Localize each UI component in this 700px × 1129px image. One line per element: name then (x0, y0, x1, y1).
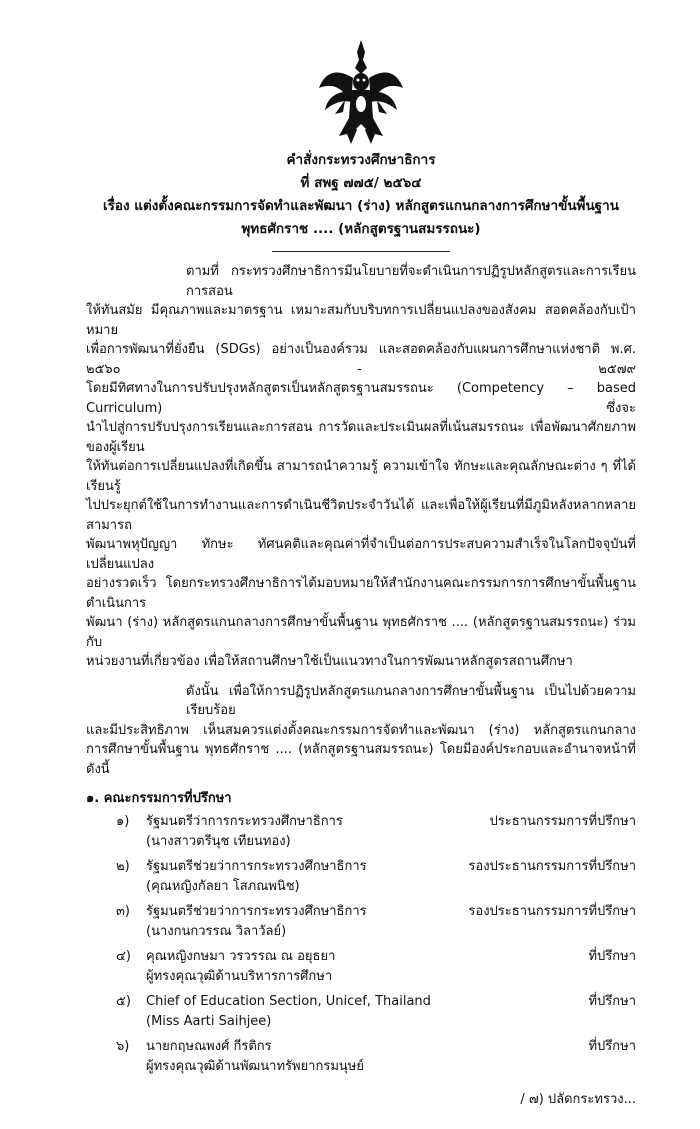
committee-list (86, 812, 636, 1076)
member-row (116, 812, 636, 832)
member-name: (Miss Aarti Saihjee) (146, 1013, 272, 1029)
member-title: คุณหญิงกษมา วรวรรณ ณ อยุธยา (146, 949, 336, 964)
committee-member (116, 1037, 636, 1076)
member-title: นายกฤษณพงศ์ กีรติกร (146, 1039, 272, 1054)
order-subject: เรื่อง แต่งตั้งคณะกรรมการจัดทำและพัฒนา (ร่าง) หลักสูตรแกนกลางการศึกษาขั้นพื้นฐาน (103, 198, 619, 214)
item-number: ๔) (116, 949, 131, 964)
paragraph-line: ดังนั้น เพื่อให้การปฏิรูปหลักสูตรแกนกลางการศึกษาขั้นพื้นฐาน เป็นไปด้วยความเรียบร้อย (186, 683, 636, 718)
committee-member (116, 812, 636, 851)
member-row (116, 902, 636, 922)
member-role: รองประธานกรรมการที่ปรึกษา (468, 904, 636, 919)
paragraph-line: ให้ทันต่อการเปลี่ยนแปลงที่เกิดขึ้น สามารถนำความรู้ ความเข้าใจ ทักษะและคุณลักษณะต่าง ๆ ที่ได้เรียนรู้ (86, 459, 636, 494)
member-role: รองประธานกรรมการที่ปรึกษา (468, 859, 636, 874)
member-name: ผู้ทรงคุณวุฒิด้านพัฒนาทรัพยากรมนุษย์ (146, 1058, 364, 1074)
member-row (116, 1037, 636, 1057)
member-row (116, 992, 636, 1012)
paragraph-line: เพื่อการพัฒนาที่ยั่งยืน (SDGs) อย่างเป็นองค์รวม และสอดคล้องกับแผนการศึกษาแห่งชาติ พ.ศ. ๒๕๖๐ - ๒๕๗๙ (86, 342, 636, 377)
paragraph-line: พัฒนา (ร่าง) หลักสูตรแกนกลางการศึกษาขั้นพื้นฐาน พุทธศักราช .... (หลักสูตรฐานสมรรถนะ) ร่วมกับ (86, 615, 636, 650)
paragraph-line: อย่างรวดเร็ว โดยกระทรวงศึกษาธิการได้มอบหมายให้สำนักงานคณะกรรมการการศึกษาขั้นพื้นฐานดำเนินการ (86, 576, 636, 611)
paragraph-intro (86, 262, 636, 672)
item-number: ๒) (116, 859, 130, 874)
member-name: (คุณหญิงกัลยา โสภณพนิช) (146, 878, 300, 894)
member-title: รัฐมนตรีว่าการกระทรวงศึกษาธิการ (146, 814, 343, 829)
committee-member (116, 947, 636, 986)
paragraph-line: ให้ทันสมัย มีคุณภาพและมาตรฐาน เหมาะสมกับบริบทการเปลี่ยนแปลงของสังคม สอดคล้องกับเป้าหมาย (86, 303, 636, 338)
item-number: ๓) (116, 904, 130, 919)
member-title: รัฐมนตรีช่วยว่าการกระทรวงศึกษาธิการ (146, 859, 367, 874)
member-row (116, 857, 636, 877)
paragraph-line: โดยมีทิศทางในการปรับปรุงหลักสูตรเป็นหลักสูตรฐานสมรรถนะ (Competency – based Curriculum) ซึ่งจะ (86, 381, 636, 416)
member-title: Chief of Education Section, Unicef, Thailand (146, 994, 431, 1009)
committee-member (116, 902, 636, 941)
member-role: ที่ปรึกษา (588, 949, 636, 964)
garuda-emblem (317, 38, 405, 146)
section-heading: ๑. คณะกรรมการที่ปรึกษา (86, 791, 232, 806)
member-name: (นางกนกวรรณ วิลาวัลย์) (146, 923, 287, 939)
paragraph-decision (86, 682, 636, 780)
member-role: ที่ปรึกษา (588, 994, 636, 1009)
item-number: ๕) (116, 994, 131, 1009)
continuation-note: / ๗) ปลัดกระทรวง... (520, 1092, 636, 1107)
member-role: ที่ปรึกษา (588, 1039, 636, 1054)
member-name: (นางสาวตรีนุช เทียนทอง) (146, 833, 291, 849)
order-number: ที่ สพฐ ๗๗๕/ ๒๕๖๔ (300, 175, 422, 191)
paragraph-line: นำไปสู่การปรับปรุงการเรียนและการสอน การวัดและประเมินผลที่เน้นสมรรถนะ เพื่อพัฒนาศักยภาพของผู้เรียน (86, 420, 636, 455)
paragraph-line: พัฒนาพหุปัญญา ทักษะ ทัศนคติและคุณค่าที่จำเป็นต่อการประสบความสำเร็จในโลกปัจจุบันที่เปลี่ยนแปลง (86, 537, 636, 572)
paragraph-line: หน่วยงานที่เกี่ยวข้อง เพื่อให้สถานศึกษาใช้เป็นแนวทางในการพัฒนาหลักสูตรสถานศึกษา (86, 654, 573, 669)
committee-member (116, 992, 636, 1031)
member-role: ประธานกรรมการที่ปรึกษา (489, 814, 636, 829)
member-title: รัฐมนตรีช่วยว่าการกระทรวงศึกษาธิการ (146, 904, 367, 919)
order-title: คำสั่งกระทรวงศึกษาธิการ (286, 152, 436, 168)
divider (272, 251, 450, 252)
paragraph-line: และมีประสิทธิภาพ เห็นสมควรแต่งตั้งคณะกรรมการจัดทำและพัฒนา (ร่าง) หลักสูตรแกนกลาง (86, 722, 636, 738)
committee-member (116, 857, 636, 896)
paragraph-line: ไปประยุกต์ใช้ในการทำงานและการดำเนินชีวิตประจำวันได้ และเพื่อให้ผู้เรียนที่มีภูมิหลังหลากหลายสามารถ (86, 498, 636, 533)
item-number: ๑) (116, 814, 130, 829)
paragraph-line: ตามที่ กระทรวงศึกษาธิการมีนโยบายที่จะดำเนินการปฏิรูปหลักสูตรและการเรียนการสอน (186, 264, 636, 299)
member-name: ผู้ทรงคุณวุฒิด้านบริหารการศึกษา (146, 968, 333, 984)
item-number: ๖) (116, 1039, 130, 1054)
paragraph-line: การศึกษาขั้นพื้นฐาน พุทธศักราช .... (หลักสูตรฐานสมรรถนะ) โดยมีองค์ประกอบและอำนาจหน้าที่ ดังนี้ (86, 742, 636, 777)
order-subject-line2: พุทธศักราช .... (หลักสูตรฐานสมรรถนะ) (241, 221, 481, 237)
